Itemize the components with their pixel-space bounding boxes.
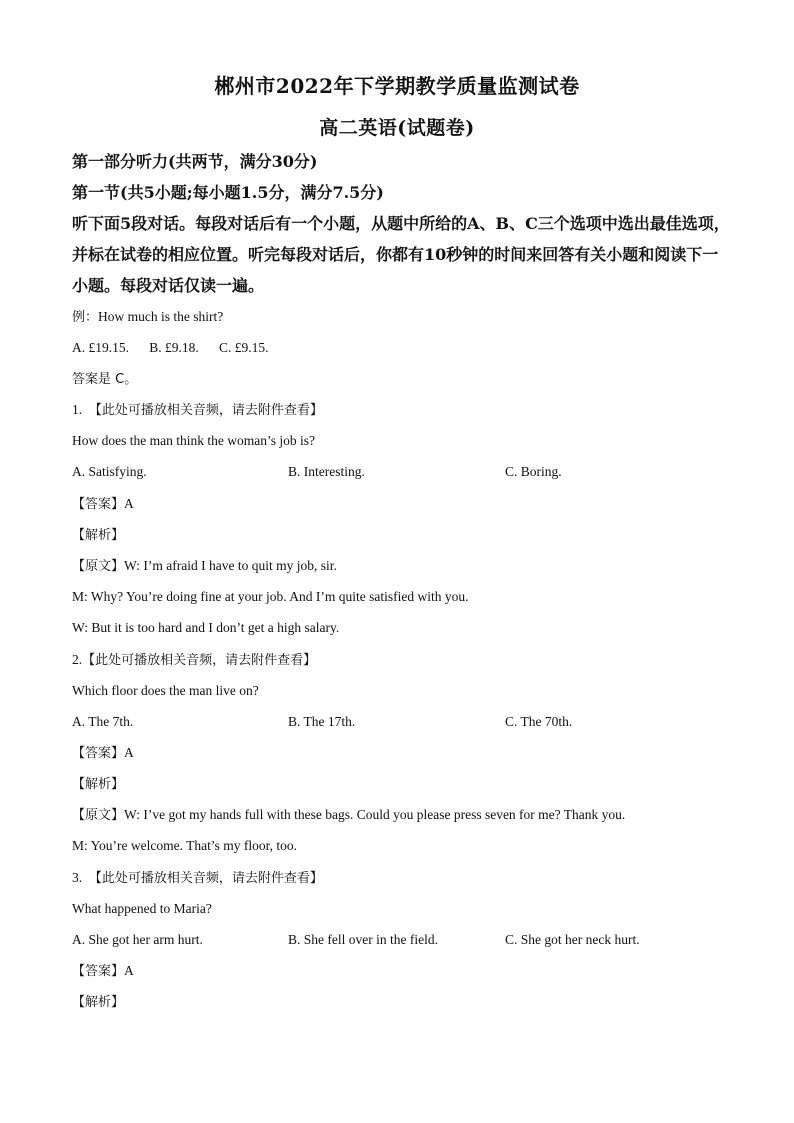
answer-value: A xyxy=(124,496,134,511)
question-1-option-c: C. Boring. xyxy=(505,464,562,479)
question-2-text: Which floor does the man live on? xyxy=(72,683,259,698)
question-3-option-c: C. She got her neck hurt. xyxy=(505,932,640,947)
question-1-header xyxy=(72,401,323,420)
question-2-transcript-1: 【原文】W: I’ve got my hands full with these bags. Could you please press seven for me? Thank you. xyxy=(72,807,626,823)
analysis-label: 【解析】 xyxy=(72,995,125,1010)
analysis-label: 【解析】 xyxy=(72,777,125,792)
question-3-option-b: B. She fell over in the field. xyxy=(288,932,438,947)
question-3-text: What happened to Maria? xyxy=(72,901,212,916)
section-heading: 第一节(共5小题;每小题1.5分，满分7.5分) xyxy=(72,183,384,202)
question-3-answer xyxy=(72,962,134,981)
part-heading: 第一部分听力(共两节，满分30分) xyxy=(72,152,318,171)
transcript-label: 【原文】 xyxy=(72,559,125,574)
question-number: 2. xyxy=(72,652,83,667)
page-title: 郴州市2022年下学期教学质量监测试卷 xyxy=(214,74,580,98)
question-number: 1. xyxy=(72,402,83,417)
question-number: 3. xyxy=(72,870,83,885)
example-question: How much is the shirt? xyxy=(98,309,224,324)
example-options: A. £19.15. B. £9.18. C. £9.15. xyxy=(72,340,269,355)
question-2-option-a: A. The 7th. xyxy=(72,714,134,729)
question-2-analysis xyxy=(72,775,124,794)
question-2-transcript-2: M: You’re welcome. That’s my floor, too. xyxy=(72,838,297,853)
instructions-line-2: 并标在试卷的相应位置。听完每段对话后，你都有10秒钟的时间来回答有关小题和阅读下一 xyxy=(72,245,719,264)
audio-note: 【此处可播放相关音频，请去附件查看】 xyxy=(88,403,323,418)
question-1-option-b: B. Interesting. xyxy=(288,464,365,479)
transcript-label: 【原文】 xyxy=(72,808,125,823)
question-3-header xyxy=(72,869,323,888)
example-label: 例： xyxy=(72,310,99,325)
audio-note: 【此处可播放相关音频，请去附件查看】 xyxy=(82,653,317,668)
question-1-transcript-1: 【原文】W: I’m afraid I have to quit my job, sir. xyxy=(72,558,337,574)
answer-label: 【答案】 xyxy=(72,746,125,761)
answer-label: 【答案】 xyxy=(72,964,125,979)
question-1-transcript-2: M: Why? You’re doing fine at your job. And I’m quite satisfied with you. xyxy=(72,589,469,604)
question-1-text: How does the man think the woman’s job is? xyxy=(72,433,315,448)
question-2-option-b: B. The 17th. xyxy=(288,714,356,729)
question-1-analysis xyxy=(72,526,124,545)
question-1-option-a: A. Satisfying. xyxy=(72,464,147,479)
question-3-option-a: A. She got her arm hurt. xyxy=(72,932,203,947)
example-question-line xyxy=(72,308,223,327)
question-1-answer xyxy=(72,495,134,514)
instructions-line-1: 听下面5段对话。每段对话后有一个小题，从题中所给的A、B、C三个选项中选出最佳选项， xyxy=(72,214,730,233)
answer-value: A xyxy=(124,963,134,978)
example-answer: 答案是 C。 xyxy=(72,372,138,387)
answer-value: A xyxy=(124,745,134,760)
question-2-option-c: C. The 70th. xyxy=(505,714,573,729)
page-subtitle: 高二英语(试题卷) xyxy=(319,117,475,139)
question-3-analysis xyxy=(72,993,124,1012)
question-2-header xyxy=(72,651,316,670)
audio-note: 【此处可播放相关音频，请去附件查看】 xyxy=(88,871,323,886)
analysis-label: 【解析】 xyxy=(72,528,125,543)
question-2-answer xyxy=(72,744,134,763)
answer-label: 【答案】 xyxy=(72,497,125,512)
instructions-line-3: 小题。每段对话仅读一遍。 xyxy=(72,276,265,295)
question-1-transcript-3: W: But it is too hard and I don’t get a high salary. xyxy=(72,620,340,635)
